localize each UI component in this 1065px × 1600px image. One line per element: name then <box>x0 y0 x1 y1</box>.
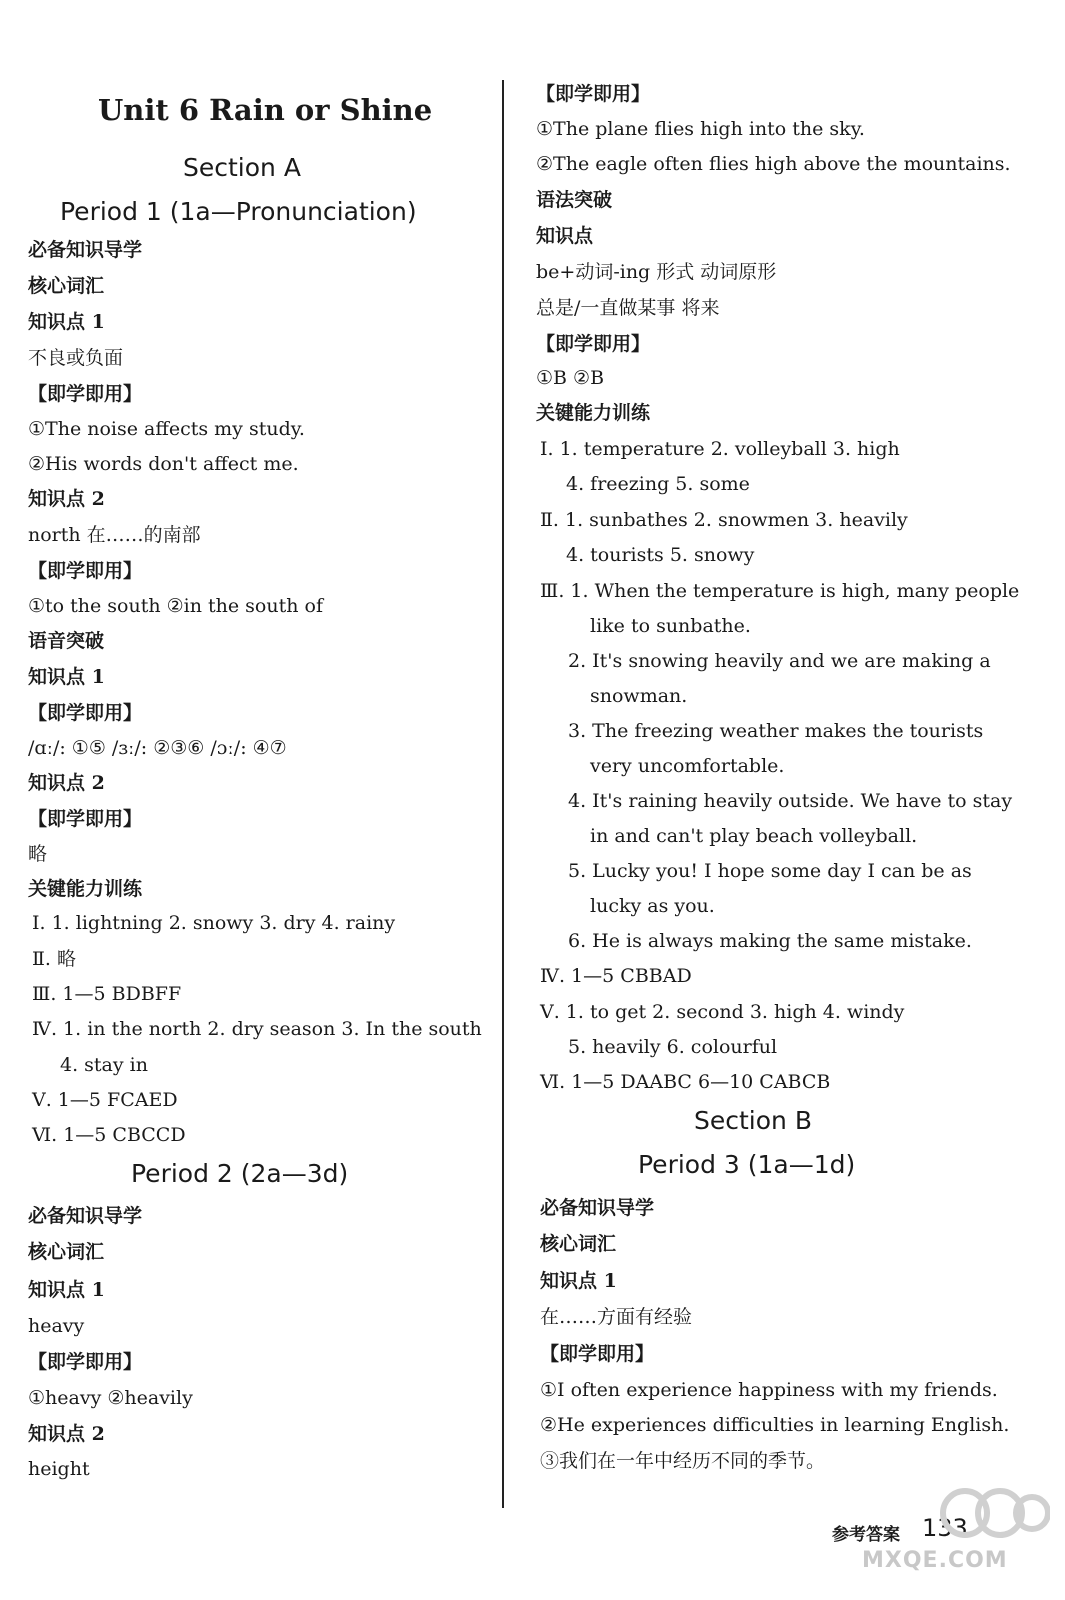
left-line: Ⅴ. 1—5 FCAED <box>32 1089 178 1111</box>
right-line: Ⅰ. 1. temperature 2. volleyball 3. high <box>540 438 900 460</box>
left-line: 略 <box>28 843 48 865</box>
left-line: Ⅱ. 略 <box>32 948 76 970</box>
left-line: 【即学即用】 <box>28 383 143 405</box>
left-line: ①heavy ②heavily <box>28 1387 193 1409</box>
left-line: 【即学即用】 <box>28 808 143 830</box>
left-line: 必备知识导学 <box>28 239 143 261</box>
right-line: ①B ②B <box>536 367 605 389</box>
right-line: Ⅳ. 1—5 CBBAD <box>540 965 692 987</box>
right-line: lucky as you. <box>590 895 715 917</box>
right-line: 【即学即用】 <box>536 83 651 105</box>
right-line: 核心词汇 <box>540 1233 617 1255</box>
right-line: ③我们在一年中经历不同的季节。 <box>540 1450 826 1472</box>
footer-label: 参考答案 <box>832 1525 900 1545</box>
right-line: Ⅱ. 1. sunbathes 2. snowmen 3. heavily <box>540 509 908 531</box>
left-line: height <box>28 1458 90 1480</box>
left-line: ②His words don't affect me. <box>28 453 299 475</box>
left-line: Ⅳ. 1. in the north 2. dry season 3. In the south <box>32 1018 482 1040</box>
left-line: 核心词汇 <box>28 275 105 297</box>
right-line: 2. It's snowing heavily and we are making a <box>568 650 991 672</box>
right-line: be+动词-ing 形式 动词原形 <box>536 261 777 283</box>
right-line: Ⅴ. 1. to get 2. second 3. high 4. windy <box>540 1001 905 1023</box>
right-line: 【即学即用】 <box>540 1343 655 1365</box>
left-line: Ⅵ. 1—5 CBCCD <box>32 1124 186 1146</box>
right-line: Ⅵ. 1—5 DAABC 6—10 CABCB <box>540 1071 831 1093</box>
right-line: 【即学即用】 <box>536 333 651 355</box>
left-line: 知识点 2 <box>28 488 105 510</box>
left-line: Unit 6 Rain or Shine <box>98 93 433 127</box>
left-line: 4. stay in <box>60 1054 148 1076</box>
left-line: 不良或负面 <box>28 347 124 369</box>
page-number: 133 <box>922 1514 968 1542</box>
left-line: 知识点 2 <box>28 772 105 794</box>
left-line: 知识点 2 <box>28 1423 105 1445</box>
right-line: 知识点 1 <box>540 1270 617 1292</box>
watermark-text: MXQE.COM <box>862 1548 1008 1573</box>
left-line: Period 1 (1a—Pronunciation) <box>60 197 417 226</box>
left-line: Section A <box>183 153 301 182</box>
right-line: in and can't play beach volleyball. <box>590 825 918 847</box>
left-line: north 在……的南部 <box>28 524 201 546</box>
left-line: ①The noise affects my study. <box>28 418 305 440</box>
watermark-logo-icon <box>940 1478 1050 1548</box>
right-line: 3. The freezing weather makes the tourists <box>568 720 984 742</box>
left-line: /ɑː/: ①⑤ /ɜː/: ②③⑥ /ɔː/: ④⑦ <box>28 737 287 759</box>
right-line: ②He experiences difficulties in learning English. <box>540 1414 1010 1436</box>
right-line: 知识点 <box>536 225 594 247</box>
left-line: 知识点 1 <box>28 1279 105 1301</box>
left-line: ①to the south ②in the south of <box>28 595 323 617</box>
right-line: Ⅲ. 1. When the temperature is high, many people <box>540 580 1020 602</box>
right-line: very uncomfortable. <box>590 755 785 777</box>
left-line: 【即学即用】 <box>28 1351 143 1373</box>
left-line: Ⅲ. 1—5 BDBFF <box>32 983 182 1005</box>
right-line: 4. tourists 5. snowy <box>566 544 755 566</box>
left-line: 知识点 1 <box>28 666 105 688</box>
right-line: 必备知识导学 <box>540 1197 655 1219</box>
right-line: 在……方面有经验 <box>540 1306 693 1328</box>
right-line: snowman. <box>590 685 688 707</box>
right-line: ①The plane flies high into the sky. <box>536 118 865 140</box>
right-line: ②The eagle often flies high above the mountains. <box>536 153 1011 175</box>
right-line: 4. It's raining heavily outside. We have to stay <box>568 790 1013 812</box>
left-line: 【即学即用】 <box>28 702 143 724</box>
right-line: Section B <box>694 1106 812 1135</box>
right-line: 关键能力训练 <box>536 402 651 424</box>
left-line: 关键能力训练 <box>28 878 143 900</box>
right-line: 5. Lucky you! I hope some day I can be as <box>568 860 972 882</box>
right-line: Period 3 (1a—1d) <box>638 1150 856 1179</box>
left-line: 【即学即用】 <box>28 560 143 582</box>
left-line: heavy <box>28 1315 85 1337</box>
column-divider <box>502 80 504 1508</box>
left-line: Period 2 (2a—3d) <box>131 1159 349 1188</box>
left-line: 核心词汇 <box>28 1241 105 1263</box>
right-line: ①I often experience happiness with my friends. <box>540 1379 998 1401</box>
left-line: 知识点 1 <box>28 311 105 333</box>
left-line: 语音突破 <box>28 630 105 652</box>
right-line: 语法突破 <box>536 189 613 211</box>
left-line: Ⅰ. 1. lightning 2. snowy 3. dry 4. rainy <box>32 912 396 934</box>
right-line: 4. freezing 5. some <box>566 473 750 495</box>
right-line: 5. heavily 6. colourful <box>568 1036 778 1058</box>
right-line: 总是/一直做某事 将来 <box>536 297 720 319</box>
right-line: 6. He is always making the same mistake. <box>568 930 972 952</box>
right-line: like to sunbathe. <box>590 615 751 637</box>
left-line: 必备知识导学 <box>28 1205 143 1227</box>
